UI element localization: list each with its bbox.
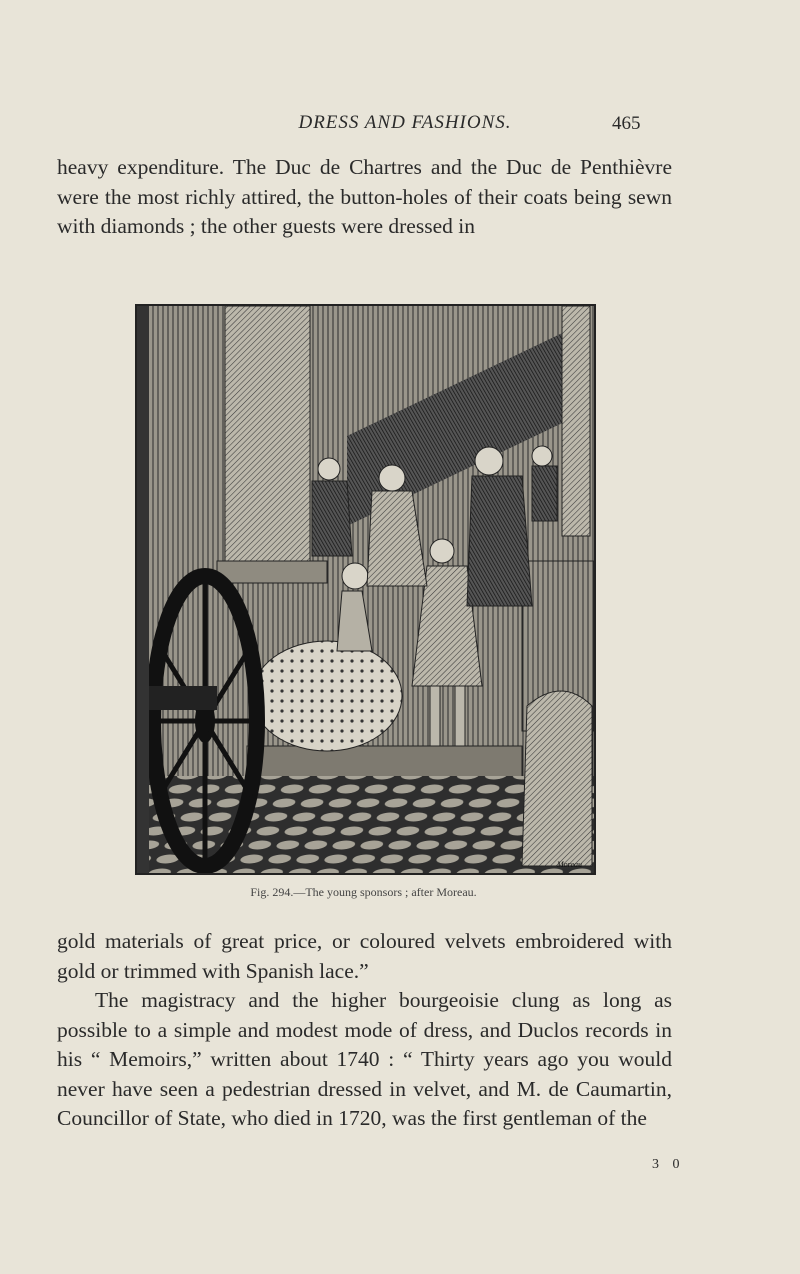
right-pilaster	[562, 306, 590, 536]
paragraph-text-next: The magistracy and the higher bourgeoisie clung as long as possible to a simple and modest mode of dress, and Duclos records in his “ Memoirs,” written about 1740 : “ Thirty years ago you would never have seen a pedestrian dressed in velvet, and M. de Caumartin, Councillor of State, who died in 1720, was the first gentleman of the	[57, 988, 672, 1130]
left-edge-shadow	[137, 306, 149, 873]
column-base	[217, 561, 327, 583]
figure-caption: Fig. 294.—The young sponsors ; after Moreau.	[250, 885, 477, 899]
stone-bollard	[522, 691, 592, 866]
paragraph-text: heavy expenditure. The Duc de Chartres and the Duc de Penthièvre were the most richly attired, the button-holes of their coats being sewn with diamonds ; the other guests were dressed in	[57, 155, 672, 238]
paragraph-text-continued: gold materials of great price, or coloured velvets embroidered with gold or trimmed with Spanish lace.”	[57, 929, 672, 983]
signature-mark: 3 0	[652, 1157, 685, 1172]
engraving-illustration	[137, 306, 594, 873]
engraving-figure	[135, 304, 596, 875]
paragraph-top	[57, 153, 672, 242]
page-number: 465	[612, 113, 641, 134]
running-title: DRESS AND FASHIONS.	[298, 112, 512, 133]
paragraph-bottom	[57, 927, 672, 1134]
left-column	[225, 306, 310, 568]
engraver-signature: Moreau	[556, 860, 582, 869]
